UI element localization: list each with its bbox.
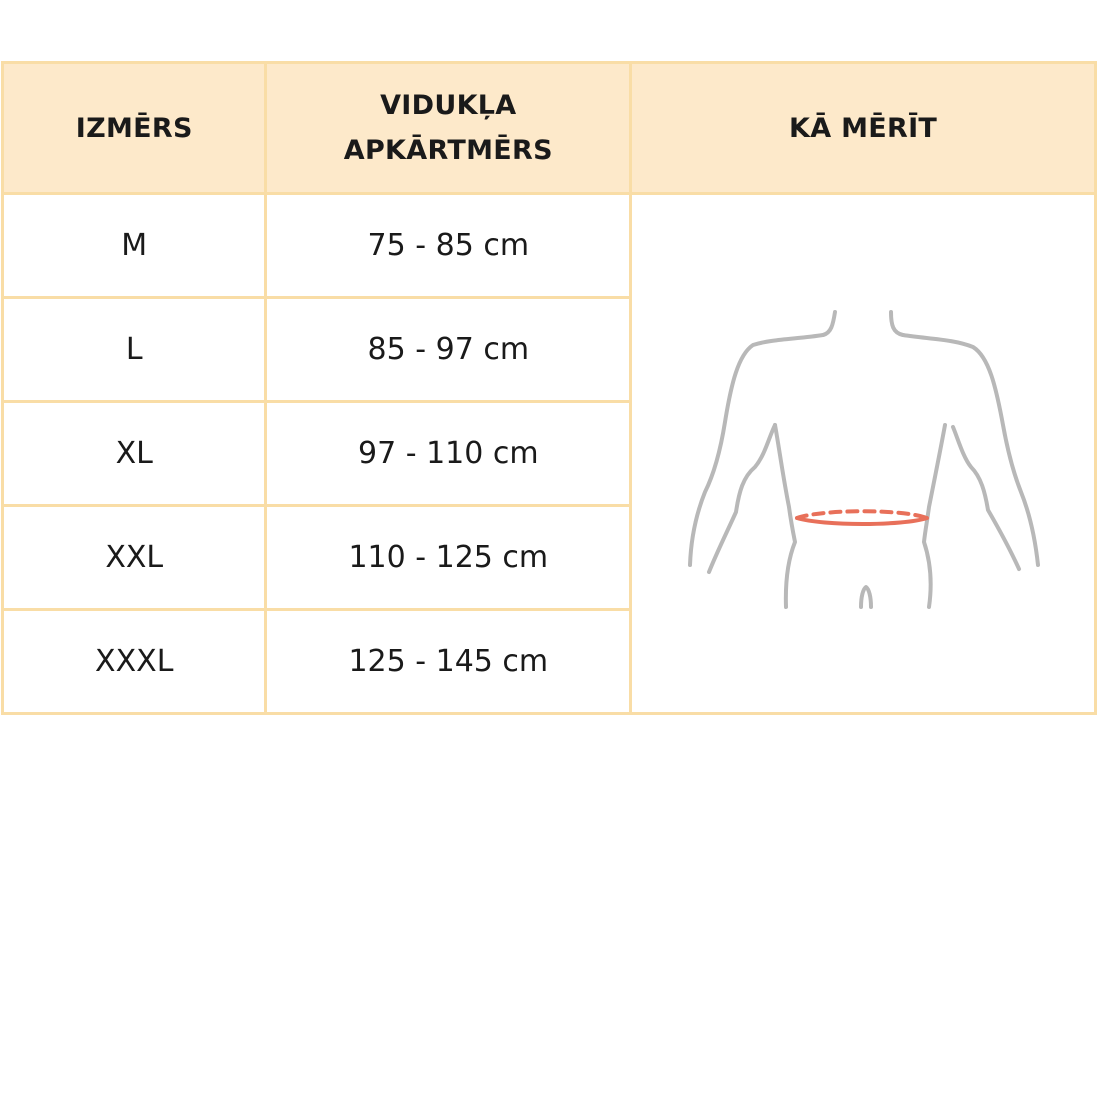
size-chart-table — [1, 61, 1097, 715]
how-to-measure-cell — [631, 194, 1096, 714]
header-waist-line1: VIDUKĻA — [380, 90, 517, 121]
size-cell: XXXL — [3, 610, 266, 714]
header-row — [3, 63, 1096, 194]
size-cell: XL — [3, 402, 266, 506]
waist-line-back — [797, 511, 927, 518]
table-row — [3, 194, 1096, 298]
header-size: IZMĒRS — [3, 63, 266, 194]
torso-outline — [690, 312, 1038, 607]
header-waist-line2: APKĀRTMĒRS — [343, 135, 553, 166]
waist-cell: 85 - 97 cm — [266, 298, 631, 402]
header-waist — [266, 63, 631, 194]
waist-cell: 125 - 145 cm — [266, 610, 631, 714]
waist-cell: 75 - 85 cm — [266, 194, 631, 298]
waist-line-front — [797, 518, 927, 524]
header-how-to-measure: KĀ MĒRĪT — [631, 63, 1096, 194]
waist-cell: 97 - 110 cm — [266, 402, 631, 506]
size-cell: XXL — [3, 506, 266, 610]
size-cell: M — [3, 194, 266, 298]
torso-waist-measurement-icon — [683, 307, 1043, 627]
waist-cell: 110 - 125 cm — [266, 506, 631, 610]
size-cell: L — [3, 298, 266, 402]
